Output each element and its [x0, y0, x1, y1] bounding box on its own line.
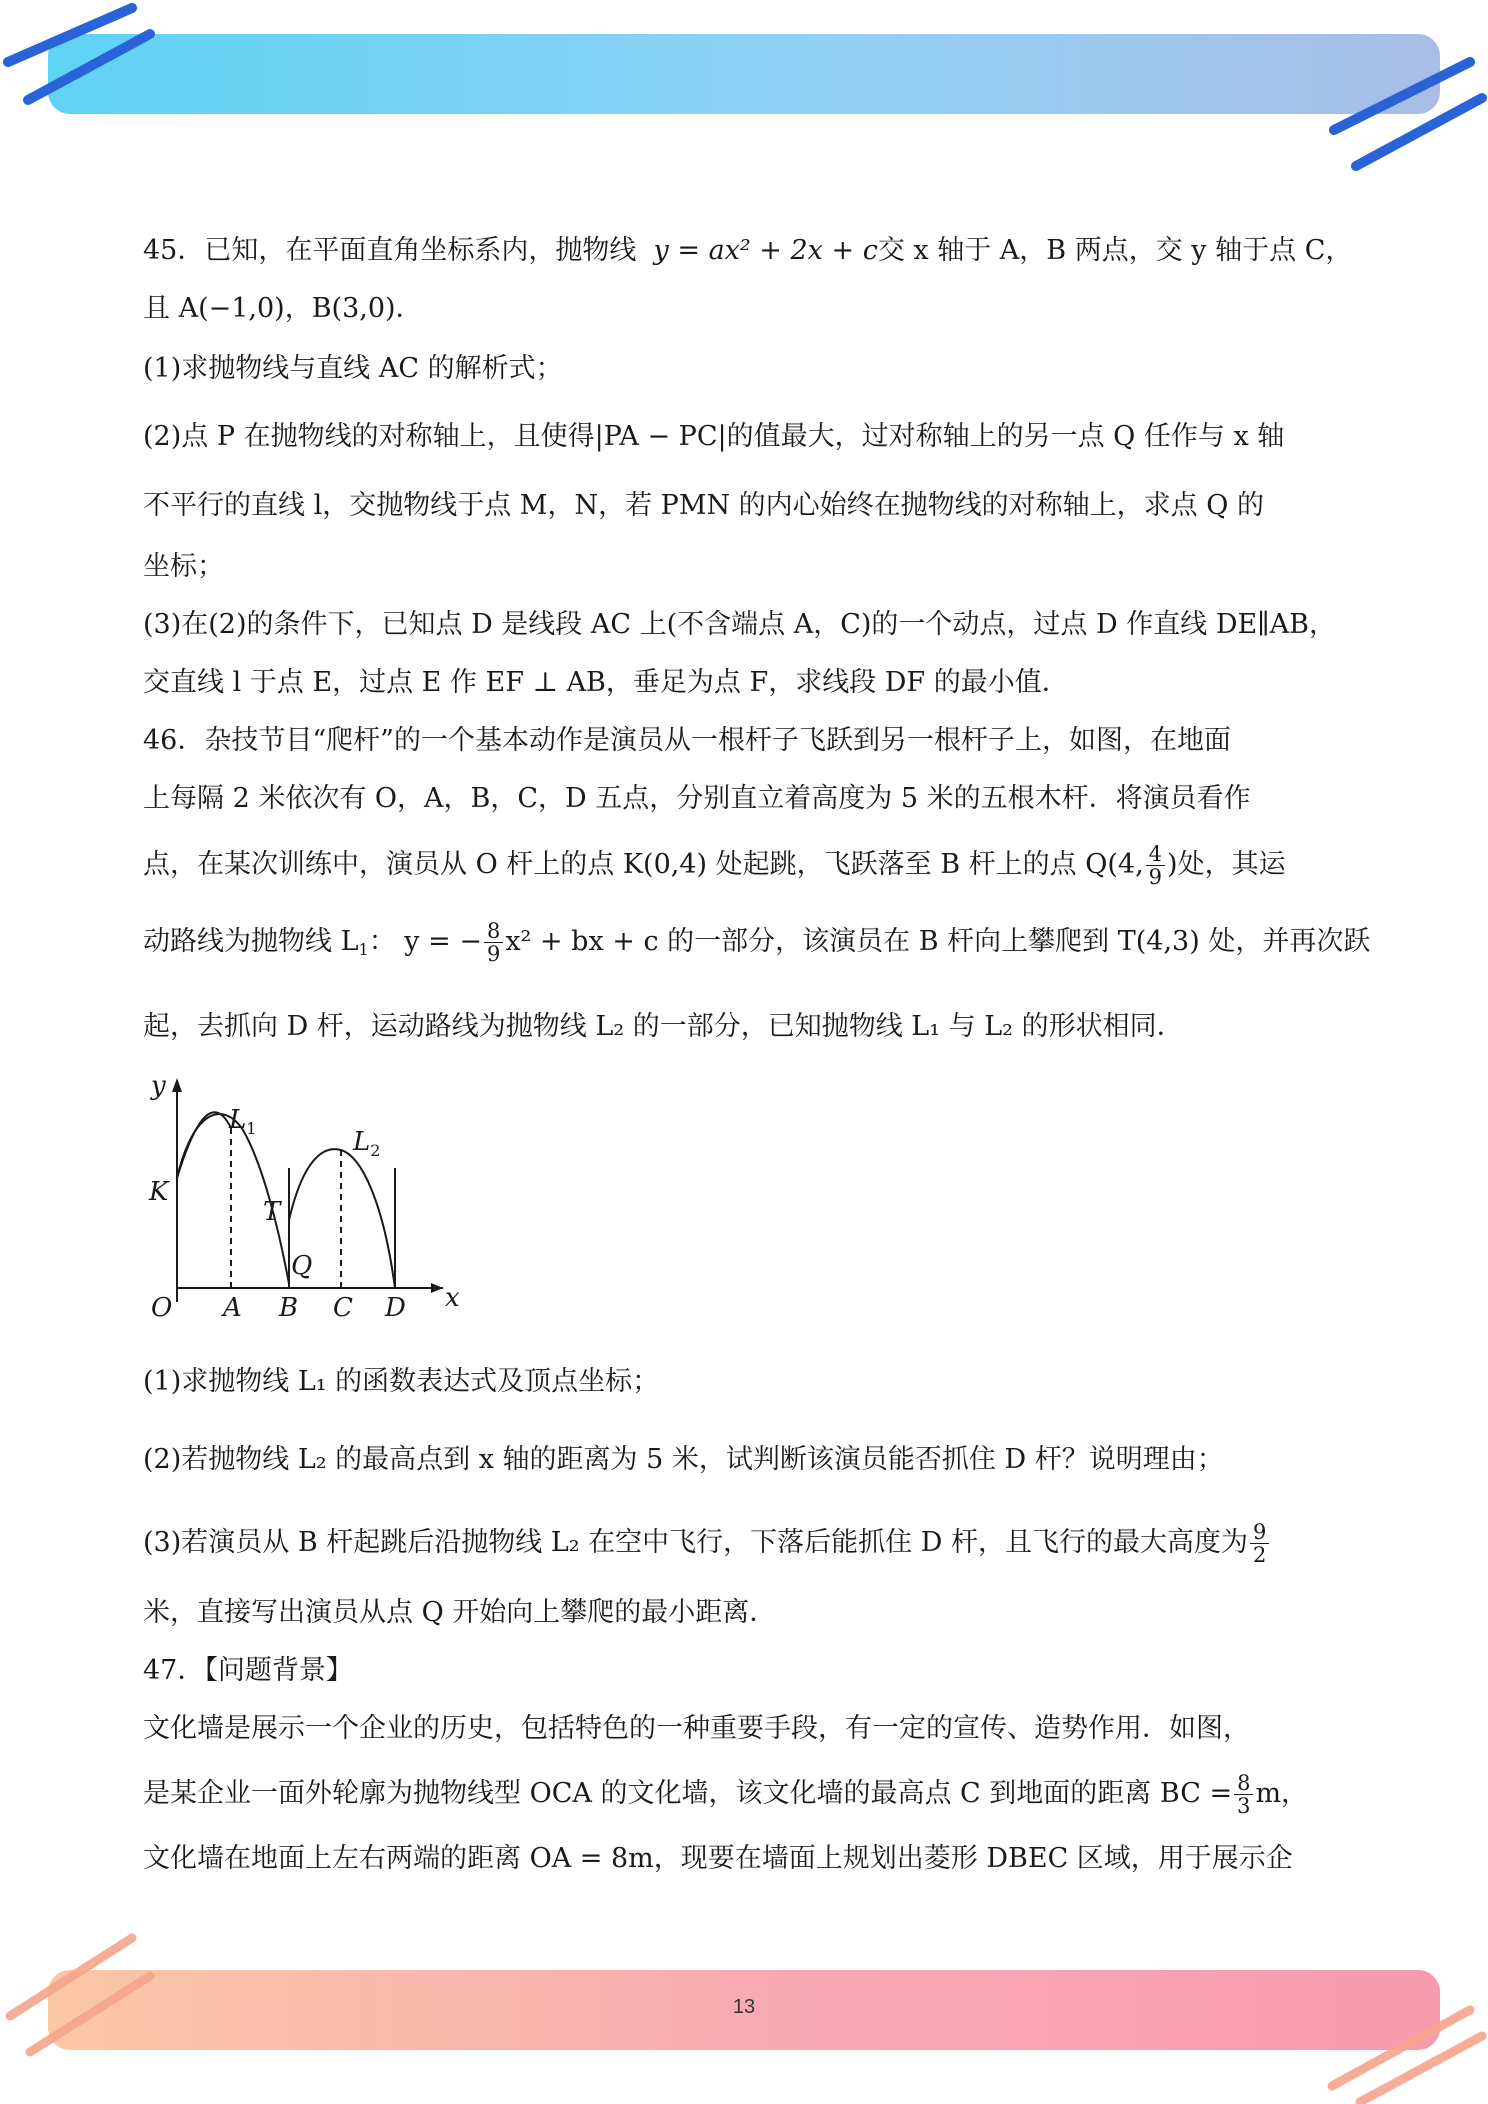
p47-line3: 文化墙在地面上左右两端的距离 OA = 8m，现要在墙面上规划出菱形 DBEC 区域，用于展示企	[143, 1843, 1293, 1874]
p46-q1: (1)求抛物线 L₁ 的函数表达式及顶点坐标；	[143, 1366, 660, 1397]
p47-line2	[143, 1758, 1348, 1830]
label-q: Q	[291, 1251, 313, 1281]
p45-equation: y = ax² + 2x + c	[653, 235, 878, 266]
fraction-numerator: 8	[484, 920, 503, 943]
header-banner	[48, 34, 1440, 114]
label-y: y	[151, 1071, 166, 1101]
problem-content	[143, 222, 1371, 1888]
p46-fraction-4-9	[1146, 843, 1165, 888]
p46-line3-a: 点，在某次训练中，演员从 O 杆上的点 K(0,4) 处起跳，飞跃落至 B 杆上的点 Q(4,	[143, 849, 1144, 880]
y-axis-arrow	[172, 1078, 182, 1092]
p46-line4-a: 动路线为抛物线 L	[143, 926, 359, 957]
p47-heading	[143, 1642, 1348, 1700]
p46-q3-a: (3)若演员从 B 杆起跳后沿抛物线 L₂ 在空中飞行，下落后能抓住 D 杆，且飞行的最大高度为	[143, 1527, 1248, 1558]
fraction-numerator: 9	[1250, 1521, 1269, 1544]
label-a: A	[223, 1293, 242, 1323]
p46-line4	[143, 902, 1371, 990]
p46-line3-b: )处，其运	[1167, 849, 1286, 880]
p46-fraction-9-2	[1250, 1521, 1269, 1566]
p46-q3-line1	[143, 1502, 1348, 1584]
footer-stripes-left	[0, 1920, 160, 2070]
p47-number: 47．	[143, 1655, 205, 1686]
header-stripes-left	[0, 0, 160, 110]
p46-line3	[143, 828, 1348, 902]
label-x: x	[445, 1283, 460, 1313]
fraction-denominator: 9	[486, 942, 501, 966]
fraction-denominator: 2	[1252, 1543, 1267, 1567]
p46-line4-c: x² + bx + c 的一部分，该演员在 B 杆向上攀爬到 T(4,3) 处，并再次跃	[505, 926, 1371, 957]
p45-stem-a: 已知，在平面直角坐标系内，抛物线	[204, 235, 637, 266]
label-b: B	[279, 1293, 299, 1323]
page-number: 13	[732, 1996, 756, 2018]
p46-line1	[143, 712, 1348, 770]
fraction-denominator: 3	[1237, 1794, 1251, 1818]
p45-stem-line1	[143, 222, 1353, 280]
p45-number: 45．	[143, 235, 205, 266]
p45-q2-line2: 不平行的直线 l，交抛物线于点 M，N，若 PMN 的内心始终在抛物线的对称轴上，求点 Q 的	[143, 490, 1264, 521]
label-l2	[352, 1127, 380, 1160]
label-l1-letter: L	[229, 1105, 247, 1135]
fraction-numerator: 4	[1146, 843, 1165, 866]
p46-fraction-8-9	[484, 920, 503, 965]
label-o: O	[151, 1293, 173, 1323]
header-stripes-right	[1320, 50, 1488, 180]
x-axis-arrow	[431, 1283, 443, 1293]
p46-line2: 上每隔 2 米依次有 O，A，B，C，D 五点，分别直立着高度为 5 米的五根木杆．将演员看作	[143, 783, 1251, 814]
p45-q3-line1: (3)在(2)的条件下，已知点 D 是线段 AC 上(不含端点 A，C)的一个动点，过点 D 作直线 DE∥AB，	[143, 609, 1336, 640]
p46-line4-b: ： y = −	[368, 926, 482, 957]
label-l2-letter: L	[353, 1127, 371, 1157]
label-l2-sub: 2	[370, 1141, 381, 1160]
p46-q2: (2)若抛物线 L₂ 的最高点到 x 轴的距离为 5 米，试判断该演员能否抓住 D 杆？说明理由；	[143, 1444, 1224, 1475]
p45-stem-b: 交 x 轴于 A，B 两点，交 y 轴于点 C，	[877, 235, 1353, 266]
fraction-numerator: 8	[1234, 1772, 1253, 1795]
p45-q3-line2: 交直线 l 于点 E，过点 E 作 EF ⊥ AB，垂足为点 F，求线段 DF 的最小值．	[143, 667, 1069, 698]
label-d: D	[385, 1293, 406, 1323]
fraction-denominator: 9	[1148, 865, 1163, 889]
p47-line2-a: 是某企业一面外轮廓为抛物线型 OCA 的文化墙，该文化墙的最高点 C 到地面的距离 BC =	[143, 1778, 1233, 1809]
p45-q2-line1: (2)点 P 在抛物线的对称轴上，且使得|PA − PC|的值最大，过对称轴上的另一点 Q 任作与 x 轴	[143, 421, 1285, 452]
p47-fraction-8-3	[1234, 1772, 1253, 1817]
p46-line4-sub: 1	[358, 940, 369, 959]
p46-number: 46．	[143, 725, 205, 756]
p47-line2-b: m，	[1255, 1778, 1309, 1809]
p46-figure	[143, 1070, 463, 1340]
p46-q3-line2: 米，直接写出演员从点 Q 开始向上攀爬的最小距离．	[143, 1597, 777, 1628]
p47-line1: 文化墙是展示一个企业的历史，包括特色的一种重要手段，有一定的宣传、造势作用．如图，	[143, 1713, 1250, 1744]
p46-line5: 起，去抓向 D 杆，运动路线为抛物线 L₂ 的一部分，已知抛物线 L₁ 与 L₂ 的形状相同．	[143, 1011, 1184, 1042]
parabola-diagram	[143, 1070, 463, 1340]
label-c: C	[333, 1293, 353, 1323]
label-l1-sub: 1	[246, 1119, 257, 1138]
p45-q2-line3: 坐标；	[143, 551, 224, 582]
parabola-l1-rise	[177, 1112, 231, 1178]
p47-heading-text: 【问题背景】	[204, 1655, 353, 1686]
label-k: K	[149, 1177, 169, 1207]
p45-q1: (1)求抛物线与直线 AC 的解析式；	[143, 353, 563, 384]
label-l1	[228, 1105, 256, 1138]
p45-stem-line2: 且 A(−1,0)，B(3,0)．	[143, 293, 423, 324]
p46-line1-text: 杂技节目“爬杆”的一个基本动作是演员从一根杆子飞跃到另一根杆子上，如图，在地面	[204, 725, 1231, 756]
label-t: T	[263, 1197, 281, 1227]
